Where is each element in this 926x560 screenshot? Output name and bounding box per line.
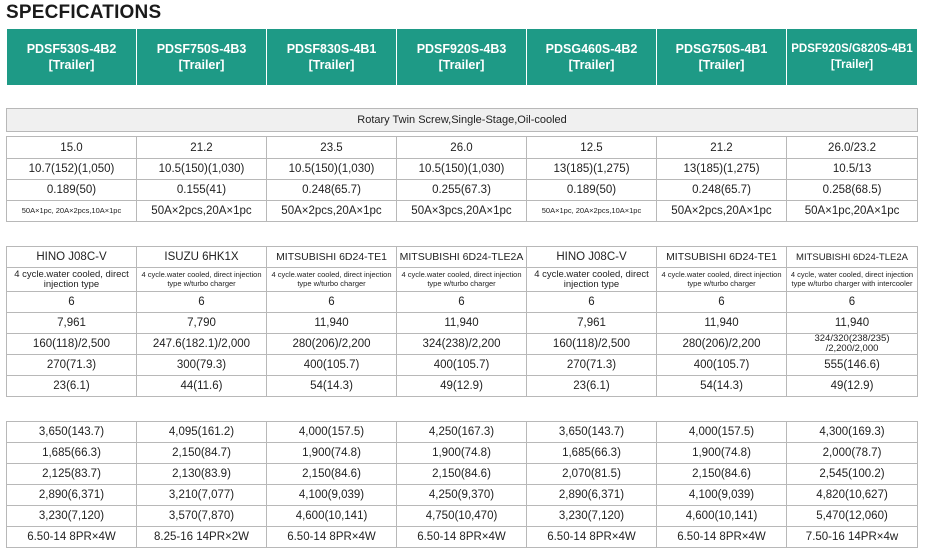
page-title: SPECFICATIONS bbox=[6, 2, 162, 23]
table-cell: 21.2 bbox=[137, 137, 267, 159]
table-cell: HINO J08C-V bbox=[7, 247, 137, 268]
model-header-cell: PDSF830S-4B1 [Trailer] bbox=[267, 29, 397, 86]
table-cell: 2,890(6,371) bbox=[7, 485, 137, 506]
compressor-type-cell: Rotary Twin Screw,Single-Stage,Oil-cooled bbox=[7, 109, 918, 132]
table-cell: 555(146.6) bbox=[787, 355, 918, 376]
table-cell: 6 bbox=[267, 292, 397, 313]
table-cell: 13(185)(1,275) bbox=[527, 159, 657, 180]
table-cell: 1,900(74.8) bbox=[267, 443, 397, 464]
table-cell: 4,750(10,470) bbox=[397, 506, 527, 527]
table-cell: 6 bbox=[527, 292, 657, 313]
table-cell: 50A×2pcs,20A×1pc bbox=[137, 201, 267, 222]
table-cell: 0.189(50) bbox=[527, 180, 657, 201]
table-cell: 1,685(66.3) bbox=[7, 443, 137, 464]
table-row bbox=[7, 292, 918, 313]
table-row bbox=[7, 422, 918, 443]
table-cell: 50A×1pc, 20A×2pcs,10A×1pc bbox=[527, 201, 657, 222]
table-cell: 2,150(84.6) bbox=[657, 464, 787, 485]
table-cell: 3,230(7,120) bbox=[527, 506, 657, 527]
table-cell: 26.0/23.2 bbox=[787, 137, 918, 159]
table-cell: 400(105.7) bbox=[397, 355, 527, 376]
table-cell: 2,150(84.6) bbox=[267, 464, 397, 485]
compressor-type-row bbox=[7, 109, 918, 132]
table-cell: 1,685(66.3) bbox=[527, 443, 657, 464]
table-cell: 49(12.9) bbox=[397, 376, 527, 397]
table-cell: 49(12.9) bbox=[787, 376, 918, 397]
table-cell: 13(185)(1,275) bbox=[657, 159, 787, 180]
table-cell: 2,070(81.5) bbox=[527, 464, 657, 485]
table-cell: MITSUBISHI 6D24-TLE2A bbox=[787, 247, 918, 268]
table-cell: 11,940 bbox=[267, 313, 397, 334]
model-header-cell: PDSG750S-4B1 [Trailer] bbox=[657, 29, 787, 86]
table-row bbox=[7, 443, 918, 464]
table-cell: 1,900(74.8) bbox=[397, 443, 527, 464]
table-cell: 4,600(10,141) bbox=[267, 506, 397, 527]
table-cell: 0.155(41) bbox=[137, 180, 267, 201]
table-cell: 1,900(74.8) bbox=[657, 443, 787, 464]
table-row bbox=[7, 137, 918, 159]
table-cell: 280(206)/2,200 bbox=[657, 334, 787, 355]
table-cell: 7.50-16 14PR×4w bbox=[787, 527, 918, 548]
table-cell: 54(14.3) bbox=[657, 376, 787, 397]
table-cell: 12.5 bbox=[527, 137, 657, 159]
table-cell: 50A×1pc, 20A×2pcs,10A×1pc bbox=[7, 201, 137, 222]
table-cell: 4,250(9,370) bbox=[397, 485, 527, 506]
table-row bbox=[7, 180, 918, 201]
table-row bbox=[7, 159, 918, 180]
table-cell: 6.50-14 8PR×4W bbox=[267, 527, 397, 548]
model-header-cell: PDSF920S/G820S-4B1 [Trailer] bbox=[787, 29, 918, 86]
table-cell: 50A×2pcs,20A×1pc bbox=[657, 201, 787, 222]
table-cell: 10.5(150)(1,030) bbox=[137, 159, 267, 180]
table-cell: 23.5 bbox=[267, 137, 397, 159]
table-row bbox=[7, 201, 918, 222]
table-cell: 2,000(78.7) bbox=[787, 443, 918, 464]
table-cell: 2,125(83.7) bbox=[7, 464, 137, 485]
table-cell: 4,100(9,039) bbox=[267, 485, 397, 506]
model-header-cell: PDSF750S-4B3 [Trailer] bbox=[137, 29, 267, 86]
table-cell: 7,961 bbox=[527, 313, 657, 334]
table-cell: 2,890(6,371) bbox=[527, 485, 657, 506]
table-cell: 6 bbox=[7, 292, 137, 313]
dimensions-spec-table bbox=[6, 421, 918, 548]
table-cell: 3,650(143.7) bbox=[527, 422, 657, 443]
table-cell: 400(105.7) bbox=[657, 355, 787, 376]
table-cell: 23(6.1) bbox=[7, 376, 137, 397]
table-cell: 5,470(12,060) bbox=[787, 506, 918, 527]
table-cell: 6 bbox=[137, 292, 267, 313]
compressor-spec-table bbox=[6, 108, 918, 222]
table-cell: 6 bbox=[657, 292, 787, 313]
table-cell: 6 bbox=[787, 292, 918, 313]
table-cell: 3,230(7,120) bbox=[7, 506, 137, 527]
table-cell: 44(11.6) bbox=[137, 376, 267, 397]
table-cell: 23(6.1) bbox=[527, 376, 657, 397]
model-header-table bbox=[6, 28, 918, 86]
table-cell: 2,130(83.9) bbox=[137, 464, 267, 485]
table-cell: 4,250(167.3) bbox=[397, 422, 527, 443]
table-cell: 4,100(9,039) bbox=[657, 485, 787, 506]
table-cell: 0.248(65.7) bbox=[267, 180, 397, 201]
table-row bbox=[7, 376, 918, 397]
table-row bbox=[7, 334, 918, 355]
table-cell: 4,000(157.5) bbox=[657, 422, 787, 443]
table-cell: 6.50-14 8PR×4W bbox=[7, 527, 137, 548]
table-cell: 10.7(152)(1,050) bbox=[7, 159, 137, 180]
model-header-row bbox=[7, 29, 918, 86]
table-cell: 4 cycle.water cooled, direct injection type bbox=[7, 268, 137, 292]
table-cell: 324(238)/2,200 bbox=[397, 334, 527, 355]
table-cell: 4,600(10,141) bbox=[657, 506, 787, 527]
table-cell: 4,820(10,627) bbox=[787, 485, 918, 506]
table-cell: 10.5/13 bbox=[787, 159, 918, 180]
table-cell: 2,545(100.2) bbox=[787, 464, 918, 485]
table-row bbox=[7, 527, 918, 548]
table-cell: 4 cycle.water cooled, direct injection type w/turbo charger bbox=[657, 268, 787, 292]
table-cell: 270(71.3) bbox=[527, 355, 657, 376]
table-cell: 0.258(68.5) bbox=[787, 180, 918, 201]
table-cell: 6.50-14 8PR×4W bbox=[657, 527, 787, 548]
table-cell: 26.0 bbox=[397, 137, 527, 159]
table-row bbox=[7, 506, 918, 527]
table-cell: 54(14.3) bbox=[267, 376, 397, 397]
table-cell: 4 cycle.water cooled, direct injection type w/turbo charger bbox=[267, 268, 397, 292]
table-cell: ISUZU 6HK1X bbox=[137, 247, 267, 268]
table-cell: 21.2 bbox=[657, 137, 787, 159]
table-cell: 50A×3pcs,20A×1pc bbox=[397, 201, 527, 222]
table-cell: 6.50-14 8PR×4W bbox=[527, 527, 657, 548]
table-cell: 0.189(50) bbox=[7, 180, 137, 201]
table-cell: 6 bbox=[397, 292, 527, 313]
table-cell: 6.50-14 8PR×4W bbox=[397, 527, 527, 548]
table-row bbox=[7, 485, 918, 506]
table-cell: 0.255(67.3) bbox=[397, 180, 527, 201]
table-cell: 4 cycle.water cooled, direct injection type w/turbo charger bbox=[137, 268, 267, 292]
table-cell: 160(118)/2,500 bbox=[527, 334, 657, 355]
table-cell: 4,300(169.3) bbox=[787, 422, 918, 443]
table-cell: 0.248(65.7) bbox=[657, 180, 787, 201]
table-cell: HINO J08C-V bbox=[527, 247, 657, 268]
table-cell: MITSUBISHI 6D24-TLE2A bbox=[397, 247, 527, 268]
table-cell: 11,940 bbox=[397, 313, 527, 334]
table-cell: 3,210(7,077) bbox=[137, 485, 267, 506]
table-cell: 10.5(150)(1,030) bbox=[267, 159, 397, 180]
table-cell: 7,790 bbox=[137, 313, 267, 334]
table-cell: 50A×1pc,20A×1pc bbox=[787, 201, 918, 222]
table-cell: MITSUBISHI 6D24-TE1 bbox=[657, 247, 787, 268]
table-cell: 280(206)/2,200 bbox=[267, 334, 397, 355]
table-row bbox=[7, 247, 918, 268]
table-cell: 4 cycle.water cooled, direct injection type w/turbo charger bbox=[397, 268, 527, 292]
engine-spec-table bbox=[6, 246, 918, 397]
table-cell: 11,940 bbox=[787, 313, 918, 334]
table-cell: 3,570(7,870) bbox=[137, 506, 267, 527]
table-cell: 15.0 bbox=[7, 137, 137, 159]
table-cell: 324/320(238/235) /2,200/2,000 bbox=[787, 334, 918, 355]
model-header-cell: PDSF920S-4B3 [Trailer] bbox=[397, 29, 527, 86]
table-row bbox=[7, 464, 918, 485]
table-cell: 270(71.3) bbox=[7, 355, 137, 376]
table-row bbox=[7, 313, 918, 334]
table-cell: MITSUBISHI 6D24-TE1 bbox=[267, 247, 397, 268]
table-cell: 50A×2pcs,20A×1pc bbox=[267, 201, 397, 222]
table-cell: 2,150(84.6) bbox=[397, 464, 527, 485]
table-cell: 3,650(143.7) bbox=[7, 422, 137, 443]
table-row bbox=[7, 268, 918, 292]
table-cell: 11,940 bbox=[657, 313, 787, 334]
table-cell: 4,000(157.5) bbox=[267, 422, 397, 443]
table-row bbox=[7, 355, 918, 376]
table-cell: 4 cycle.water cooled, direct injection type bbox=[527, 268, 657, 292]
table-cell: 10.5(150)(1,030) bbox=[397, 159, 527, 180]
table-cell: 7,961 bbox=[7, 313, 137, 334]
table-cell: 400(105.7) bbox=[267, 355, 397, 376]
table-cell: 8.25-16 14PR×2W bbox=[137, 527, 267, 548]
model-header-cell: PDSF530S-4B2 [Trailer] bbox=[7, 29, 137, 86]
table-cell: 247.6(182.1)/2,000 bbox=[137, 334, 267, 355]
model-header-cell: PDSG460S-4B2 [Trailer] bbox=[527, 29, 657, 86]
table-cell: 160(118)/2,500 bbox=[7, 334, 137, 355]
table-cell: 300(79.3) bbox=[137, 355, 267, 376]
table-cell: 2,150(84.7) bbox=[137, 443, 267, 464]
table-cell: 4,095(161.2) bbox=[137, 422, 267, 443]
table-cell: 4 cycle, water cooled, direct injection type w/turbo charger with intercooler bbox=[787, 268, 918, 292]
